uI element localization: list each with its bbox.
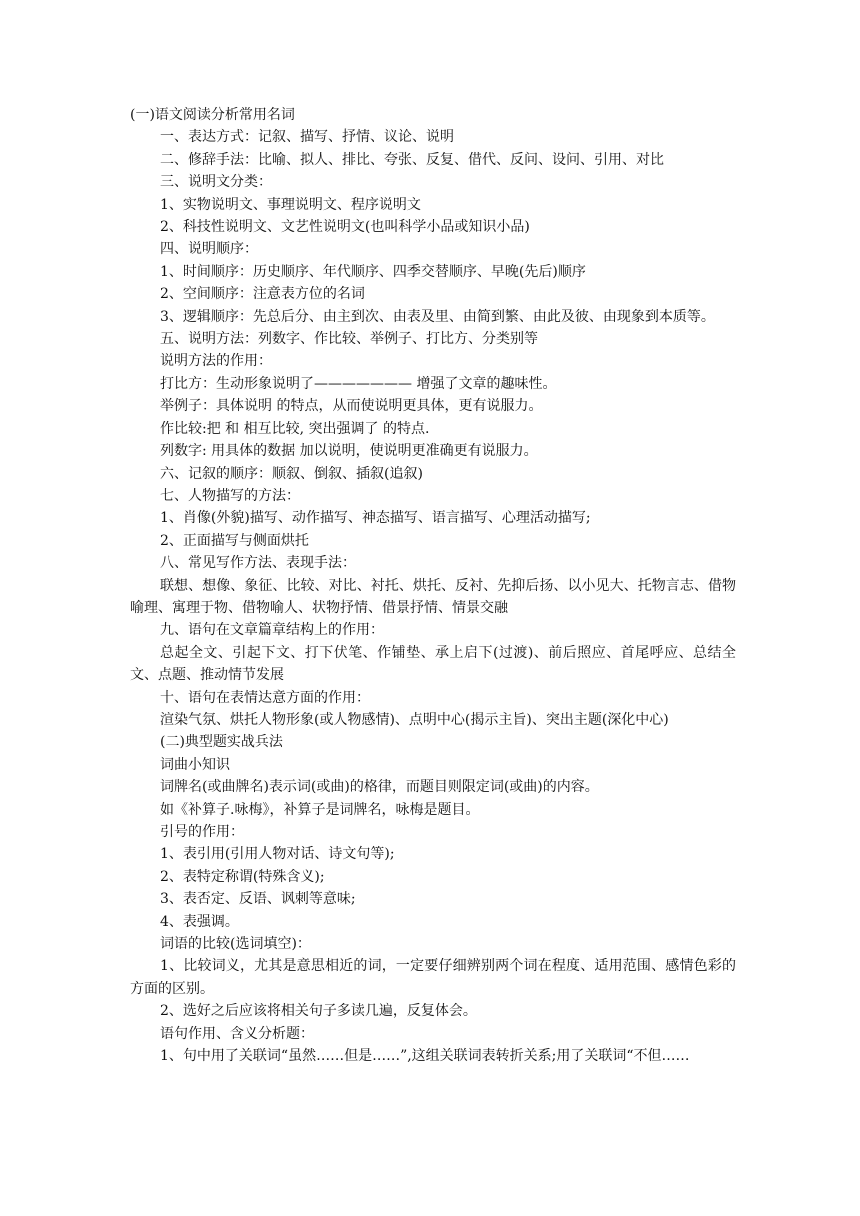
text-line: 3、逻辑顺序：先总后分、由主到次、由表及里、由简到繁、由此及彼、由现象到本质等。: [160, 308, 715, 325]
text-line: 说明方法的作用：: [160, 353, 272, 370]
text-line: 4、表强调。: [160, 913, 239, 930]
text-line: 词曲小知识: [160, 756, 230, 773]
text-line: 九、语句在文章篇章结构上的作用：: [160, 622, 384, 639]
text-line: 1、比较词义，尤其是意思相近的词，一定要仔细辨别两个词在程度、适用范围、感情色彩的方面的区别。: [130, 958, 736, 997]
text-line: 总起全文、引起下文、打下伏笔、作铺垫、承上启下(过渡)、前后照应、首尾呼应、总结全文、点题、推动情节发展: [130, 644, 736, 684]
text-line: 一、表达方式：记叙、描写、抒情、议论、说明: [160, 129, 454, 146]
text-line: 六、记叙的顺序：顺叙、倒叙、插叙(追叙): [160, 465, 423, 482]
text-line: 五、说明方法：列数字、作比较、举例子、打比方、分类别等: [160, 331, 538, 348]
text-line: 2、科技性说明文、文艺性说明文(也叫科学小品或知识小品): [160, 219, 530, 236]
text-line: 1、表引用(引用人物对话、诗文句等);: [160, 846, 395, 863]
text-line: 作比较:把 和 相互比较, 突出强调了 的特点.: [160, 420, 430, 437]
text-line: 引号的作用：: [160, 824, 244, 840]
text-line: 七、人物描写的方法：: [160, 487, 300, 504]
text-line: 八、常见写作方法、表现手法：: [160, 555, 356, 572]
text-line: 三、说明文分类：: [160, 174, 272, 191]
text-line: 语句作用、含义分析题：: [160, 1025, 314, 1042]
text-line: 二、修辞手法：比喻、拟人、排比、夸张、反复、借代、反问、设问、引用、对比: [160, 151, 664, 168]
text-line: 如《补算子.咏梅》，补算子是词牌名，咏梅是题目。: [160, 801, 480, 818]
text-line: 2、选好之后应该将相关句子多读几遍，反复体会。: [160, 1003, 477, 1020]
text-line: 1、时间顺序：历史顺序、年代顺序、四季交替顺序、早晚(先后)顺序: [160, 263, 586, 280]
text-line: (一)语文阅读分析常用名词: [130, 107, 295, 123]
text-line: 2、空间顺序：注意表方位的名词: [160, 286, 365, 303]
text-line: (二)典型题实战兵法: [160, 734, 283, 751]
text-line: 十、语句在表情达意方面的作用：: [160, 689, 370, 706]
text-line: 2、正面描写与侧面烘托: [160, 532, 309, 549]
text-line: 词牌名(或曲牌名)表示词(或曲)的格律，而题目则限定词(或曲)的内容。: [160, 779, 599, 796]
text-line: 渲染气氛、烘托人物形象(或人物感情)、点明中心(揭示主旨)、突出主题(深化中心): [160, 711, 669, 728]
text-line: 1、肖像(外貌)描写、动作描写、神态描写、语言描写、心理活动描写;: [160, 510, 591, 527]
text-line: 联想、想像、象征、比较、对比、衬托、烘托、反衬、先抑后扬、以小见大、托物言志、借物喻理、寓理于物、借物喻人、状物抒情、借景抒情、情景交融: [130, 577, 736, 616]
document-body: [130, 104, 736, 1067]
text-line: 打比方：生动形象说明了——————— 增强了文章的趣味性。: [160, 375, 557, 392]
text-line: 列数字: 用具体的数据 加以说明，使说明更准确更有说服力。: [160, 443, 538, 460]
text-line: 1、实物说明文、事理说明文、程序说明文: [160, 196, 421, 213]
text-line: 3、表否定、反语、讽刺等意味;: [160, 891, 356, 908]
text-line: 词语的比较(选词填空)：: [160, 936, 311, 953]
text-line: 举例子：具体说明 的特点，从而使说明更具体，更有说服力。: [160, 398, 543, 415]
text-line: 2、表特定称谓(特殊含义);: [160, 868, 325, 885]
text-line: 1、句中用了关联词“虽然……但是……”,这组关联词表转折关系;用了关联词“不但……: [160, 1048, 690, 1065]
text-line: 四、说明顺序：: [160, 241, 258, 258]
